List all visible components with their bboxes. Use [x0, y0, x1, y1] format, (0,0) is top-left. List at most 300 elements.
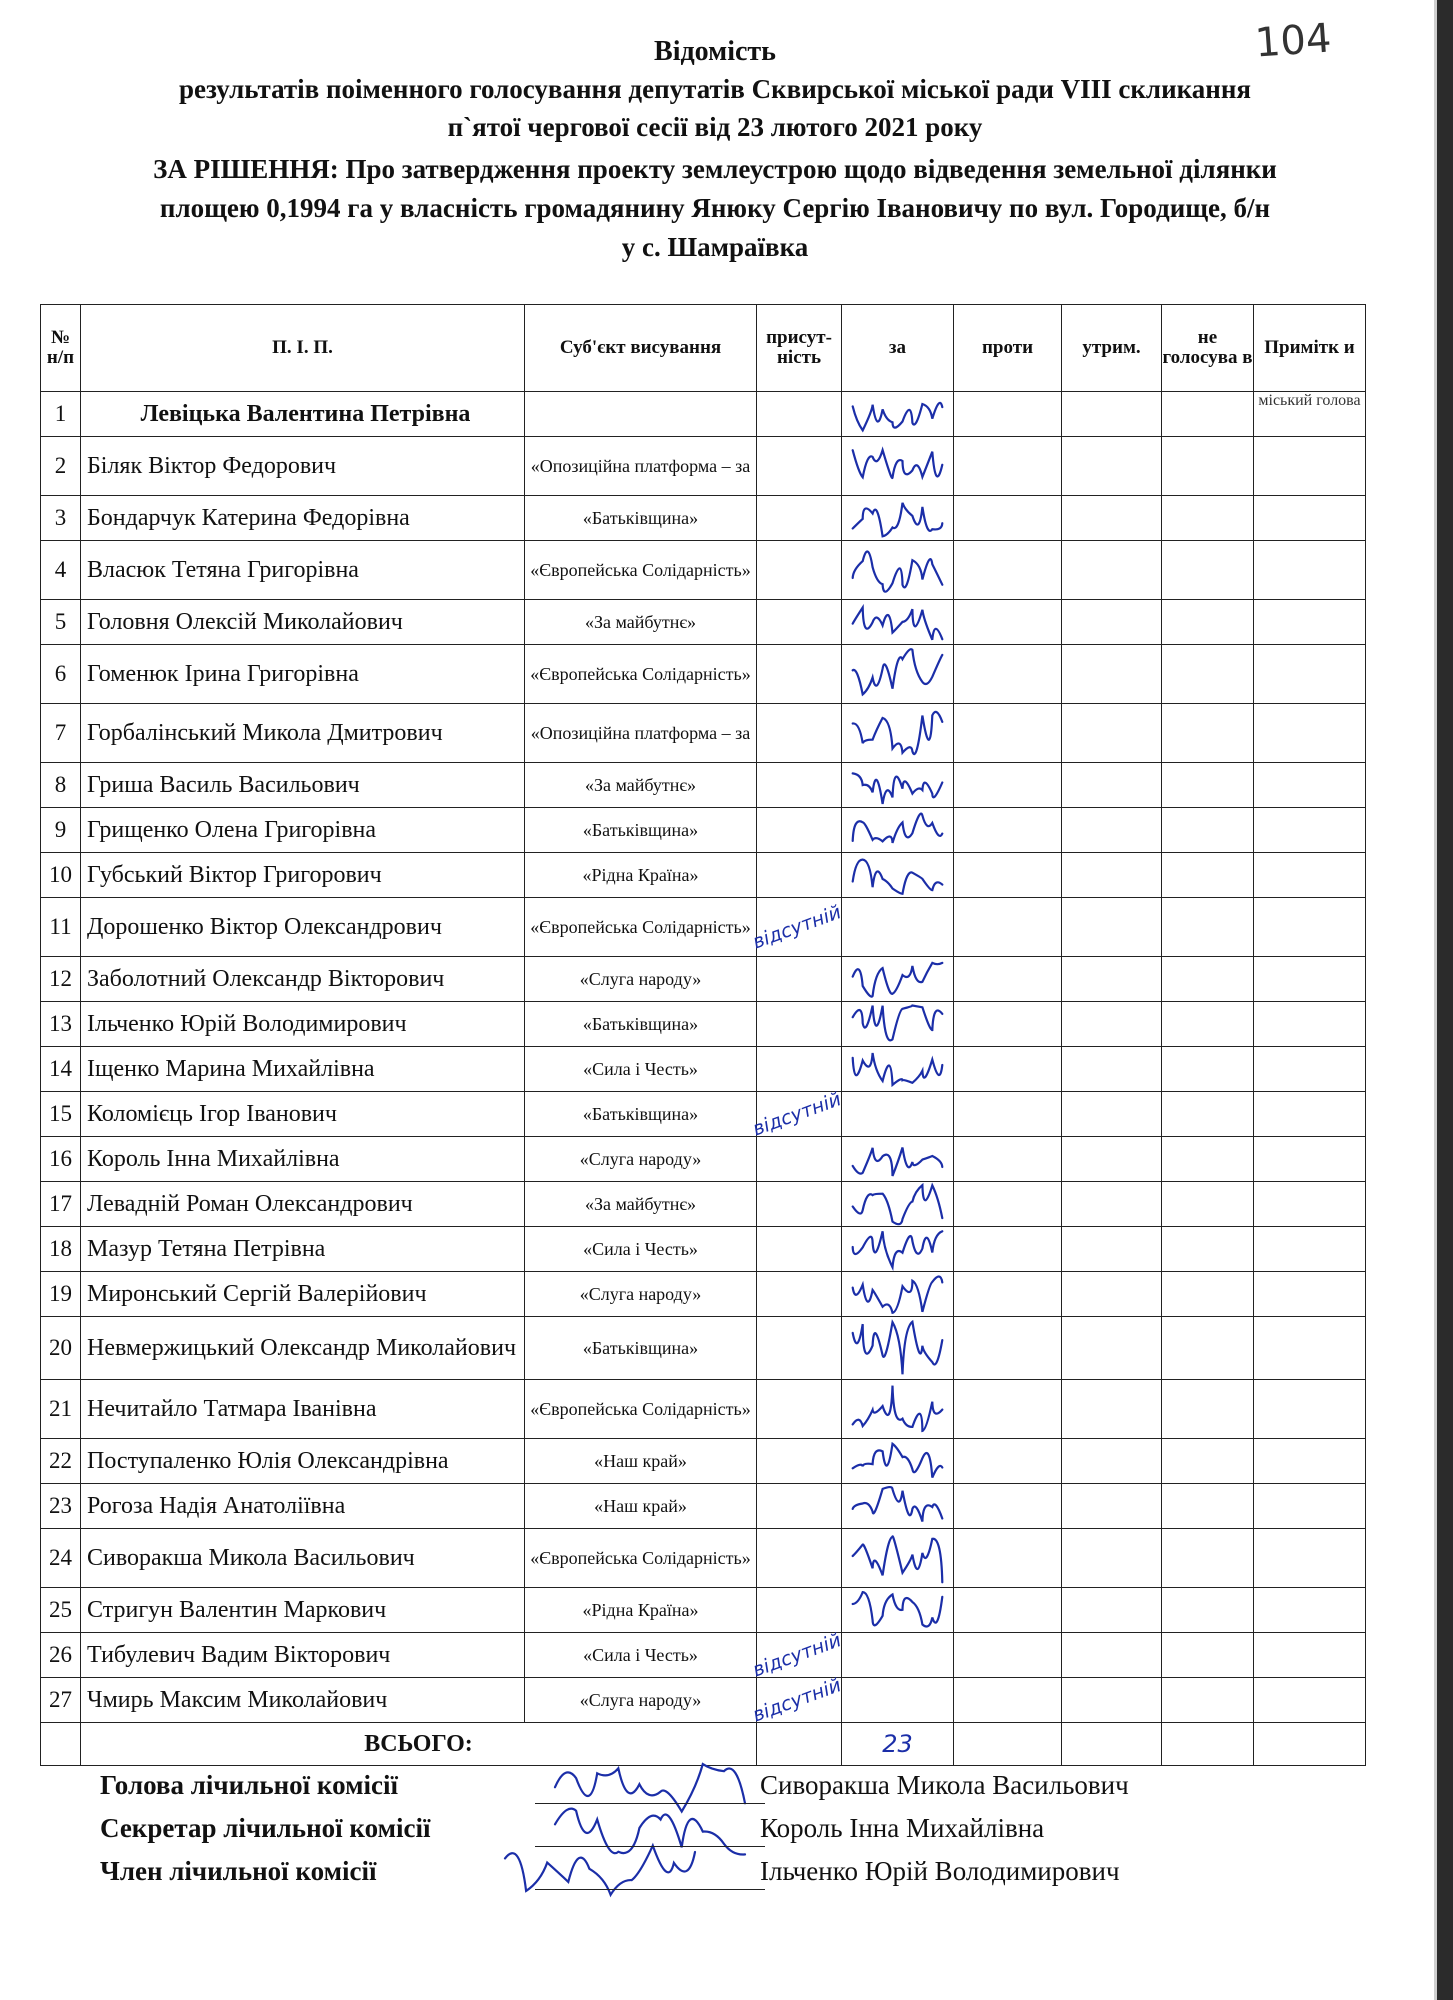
row-party	[525, 392, 757, 437]
row-note	[1254, 437, 1366, 496]
commission-signature	[555, 1764, 745, 1811]
row-against	[954, 1272, 1062, 1317]
table-row	[41, 541, 1366, 600]
row-against	[954, 957, 1062, 1002]
row-not-voted	[1162, 392, 1254, 437]
col-name: П. І. П.	[81, 305, 525, 392]
row-abstain	[1062, 1380, 1162, 1439]
secretary-signature-line	[535, 1846, 765, 1847]
row-present	[757, 1227, 842, 1272]
row-party: «Батьківщина»	[525, 1092, 757, 1137]
col-not-voted: не голосува в	[1162, 305, 1254, 392]
table-row	[41, 1380, 1366, 1439]
table-row	[41, 1678, 1366, 1723]
row-for	[842, 1182, 954, 1227]
row-against	[954, 898, 1062, 957]
row-present	[757, 898, 842, 957]
row-abstain	[1062, 1092, 1162, 1137]
table-row	[41, 1588, 1366, 1633]
row-against	[954, 853, 1062, 898]
row-for	[842, 1484, 954, 1529]
chair-signature-line	[535, 1803, 765, 1804]
row-note	[1254, 1272, 1366, 1317]
row-not-voted	[1162, 763, 1254, 808]
row-against	[954, 496, 1062, 541]
scan-edge-shadow	[1434, 0, 1437, 2000]
row-num: 2	[41, 437, 81, 496]
row-not-voted	[1162, 957, 1254, 1002]
row-against	[954, 437, 1062, 496]
row-name: Миронський Сергій Валерійович	[81, 1272, 525, 1317]
row-abstain	[1062, 1182, 1162, 1227]
row-name: Дорошенко Віктор Олександрович	[81, 898, 525, 957]
row-name: Коломієць Ігор Іванович	[81, 1092, 525, 1137]
row-num: 16	[41, 1137, 81, 1182]
col-for: за	[842, 305, 954, 392]
row-present	[757, 1484, 842, 1529]
member-name: Ільченко Юрій Володимирович	[760, 1856, 1120, 1886]
row-present	[757, 541, 842, 600]
col-note: Примітк и	[1254, 305, 1366, 392]
row-num: 12	[41, 957, 81, 1002]
table-row	[41, 1529, 1366, 1588]
secretary-role: Секретар лічильної комісії	[100, 1813, 431, 1843]
row-note	[1254, 1137, 1366, 1182]
row-name: Невмержицький Олександр Миколайович	[81, 1317, 525, 1380]
chair-role: Голова лічильної комісії	[100, 1770, 398, 1800]
row-party: «Європейська Солідарність»	[525, 1380, 757, 1439]
row-name: Левадній Роман Олександрович	[81, 1182, 525, 1227]
total-spacer	[41, 1723, 81, 1766]
total-present	[757, 1723, 842, 1766]
row-for	[842, 1002, 954, 1047]
row-present	[757, 1439, 842, 1484]
row-num: 13	[41, 1002, 81, 1047]
row-name: Нечитайло Татмара Іванівна	[81, 1380, 525, 1439]
row-present	[757, 392, 842, 437]
total-against	[954, 1723, 1062, 1766]
row-for	[842, 1317, 954, 1380]
row-not-voted	[1162, 1092, 1254, 1137]
row-present	[757, 645, 842, 704]
row-for	[842, 541, 954, 600]
row-note	[1254, 853, 1366, 898]
row-note	[1254, 763, 1366, 808]
row-abstain	[1062, 1529, 1162, 1588]
row-present	[757, 496, 842, 541]
table-row	[41, 496, 1366, 541]
row-note	[1254, 1092, 1366, 1137]
table-row	[41, 957, 1366, 1002]
row-note	[1254, 1678, 1366, 1723]
col-party: Суб'єкт висування	[525, 305, 757, 392]
row-against	[954, 704, 1062, 763]
row-against	[954, 1047, 1062, 1092]
row-party: «Наш край»	[525, 1439, 757, 1484]
row-abstain	[1062, 1633, 1162, 1678]
row-note	[1254, 645, 1366, 704]
row-party: «За майбутнє»	[525, 763, 757, 808]
table-row	[41, 1227, 1366, 1272]
row-num: 3	[41, 496, 81, 541]
row-for	[842, 763, 954, 808]
row-present	[757, 704, 842, 763]
row-against	[954, 1317, 1062, 1380]
row-name: Стригун Валентин Маркович	[81, 1588, 525, 1633]
table-row	[41, 763, 1366, 808]
row-against	[954, 1678, 1062, 1723]
row-party: «Батьківщина»	[525, 1002, 757, 1047]
row-party: «Сила і Честь»	[525, 1633, 757, 1678]
row-name: Рогоза Надія Анатоліївна	[81, 1484, 525, 1529]
table-row	[41, 704, 1366, 763]
row-name: Гриша Василь Васильович	[81, 763, 525, 808]
table-row	[41, 1272, 1366, 1317]
col-abstain: утрим.	[1062, 305, 1162, 392]
row-abstain	[1062, 1272, 1162, 1317]
table-row	[41, 600, 1366, 645]
row-against	[954, 1380, 1062, 1439]
row-party: «Слуга народу»	[525, 1678, 757, 1723]
row-num: 18	[41, 1227, 81, 1272]
row-abstain	[1062, 1002, 1162, 1047]
decision-line-3: у с. Шамраївка	[621, 232, 809, 262]
row-note	[1254, 1182, 1366, 1227]
table-row	[41, 1137, 1366, 1182]
row-note	[1254, 1380, 1366, 1439]
row-not-voted	[1162, 1317, 1254, 1380]
row-present	[757, 1380, 842, 1439]
row-present	[757, 1137, 842, 1182]
member-signature-line	[535, 1889, 765, 1890]
row-against	[954, 1588, 1062, 1633]
row-num: 1	[41, 392, 81, 437]
row-num: 21	[41, 1380, 81, 1439]
row-for	[842, 808, 954, 853]
row-abstain	[1062, 1484, 1162, 1529]
row-present	[757, 600, 842, 645]
row-present	[757, 1002, 842, 1047]
row-num: 20	[41, 1317, 81, 1380]
row-not-voted	[1162, 1380, 1254, 1439]
row-for	[842, 1272, 954, 1317]
row-not-voted	[1162, 1047, 1254, 1092]
row-note	[1254, 1227, 1366, 1272]
row-present	[757, 1272, 842, 1317]
row-for	[842, 1047, 954, 1092]
row-against	[954, 392, 1062, 437]
row-num: 17	[41, 1182, 81, 1227]
row-party: «Європейська Солідарність»	[525, 1529, 757, 1588]
row-num: 5	[41, 600, 81, 645]
row-name: Поступаленко Юлія Олександрівна	[81, 1439, 525, 1484]
table-row	[41, 1002, 1366, 1047]
row-abstain	[1062, 392, 1162, 437]
table-body	[41, 392, 1366, 1723]
table-row	[41, 1047, 1366, 1092]
row-name: Мазур Тетяна Петрівна	[81, 1227, 525, 1272]
row-against	[954, 1633, 1062, 1678]
row-num: 22	[41, 1439, 81, 1484]
total-label: ВСЬОГО:	[81, 1723, 757, 1766]
row-name: Тибулевич Вадим Вікторович	[81, 1633, 525, 1678]
row-num: 14	[41, 1047, 81, 1092]
row-num: 9	[41, 808, 81, 853]
secretary-name: Король Інна Михайлівна	[760, 1813, 1045, 1843]
row-note: міський голова	[1254, 392, 1366, 437]
table-header-row	[41, 305, 1366, 392]
row-party: «Рідна Країна»	[525, 853, 757, 898]
row-num: 26	[41, 1633, 81, 1678]
row-name: Губський Віктор Григорович	[81, 853, 525, 898]
row-not-voted	[1162, 853, 1254, 898]
row-for	[842, 392, 954, 437]
doc-subtitle: результатів поіменного голосування депутатів Сквирської міської ради VIII скликання	[178, 74, 1252, 104]
row-abstain	[1062, 600, 1162, 645]
row-name: Король Інна Михайлівна	[81, 1137, 525, 1182]
row-party: «Європейська Солідарність»	[525, 645, 757, 704]
table-row	[41, 392, 1366, 437]
row-against	[954, 763, 1062, 808]
row-name: Біляк Віктор Федорович	[81, 437, 525, 496]
row-not-voted	[1162, 600, 1254, 645]
row-note	[1254, 808, 1366, 853]
row-note	[1254, 1002, 1366, 1047]
row-note	[1254, 541, 1366, 600]
row-present	[757, 1182, 842, 1227]
row-not-voted	[1162, 1182, 1254, 1227]
row-for	[842, 704, 954, 763]
row-party: «Європейська Солідарність»	[525, 541, 757, 600]
col-present: присут-ність	[757, 305, 842, 392]
row-party: «Опозиційна платформа – за	[525, 704, 757, 763]
row-for	[842, 1227, 954, 1272]
total-note	[1254, 1723, 1366, 1766]
row-for	[842, 1137, 954, 1182]
decision-line-1: ЗА РІШЕННЯ: Про затвердження проекту землеустрою щодо відведення земельної ділянки	[153, 154, 1277, 184]
row-against	[954, 1484, 1062, 1529]
row-present	[757, 1633, 842, 1678]
row-party: «Батьківщина»	[525, 496, 757, 541]
row-for	[842, 853, 954, 898]
row-party: «Сила і Честь»	[525, 1227, 757, 1272]
row-present	[757, 1529, 842, 1588]
row-against	[954, 1092, 1062, 1137]
row-name: Чмирь Максим Миколайович	[81, 1678, 525, 1723]
row-not-voted	[1162, 898, 1254, 957]
row-abstain	[1062, 763, 1162, 808]
row-name: Грищенко Олена Григорівна	[81, 808, 525, 853]
row-note	[1254, 898, 1366, 957]
row-num: 8	[41, 763, 81, 808]
member-role: Член лічильної комісії	[100, 1856, 377, 1886]
row-num: 24	[41, 1529, 81, 1588]
row-note	[1254, 704, 1366, 763]
row-party: «Слуга народу»	[525, 1272, 757, 1317]
row-abstain	[1062, 1227, 1162, 1272]
row-num: 7	[41, 704, 81, 763]
row-not-voted	[1162, 808, 1254, 853]
row-for	[842, 1380, 954, 1439]
row-against	[954, 1529, 1062, 1588]
row-name: Бондарчук Катерина Федорівна	[81, 496, 525, 541]
row-against	[954, 600, 1062, 645]
row-party: «Батьківщина»	[525, 1317, 757, 1380]
row-abstain	[1062, 1317, 1162, 1380]
chair-name: Сиворакша Микола Васильович	[760, 1770, 1129, 1800]
row-name: Ільченко Юрій Володимирович	[81, 1002, 525, 1047]
table-row	[41, 1439, 1366, 1484]
row-abstain	[1062, 1047, 1162, 1092]
absent-mark: відсутній	[749, 1629, 845, 1682]
row-present	[757, 1678, 842, 1723]
absent-mark: відсутній	[749, 1674, 845, 1727]
row-not-voted	[1162, 645, 1254, 704]
row-not-voted	[1162, 1002, 1254, 1047]
row-abstain	[1062, 496, 1162, 541]
row-abstain	[1062, 645, 1162, 704]
row-party: «За майбутнє»	[525, 1182, 757, 1227]
row-present	[757, 957, 842, 1002]
row-against	[954, 645, 1062, 704]
row-note	[1254, 957, 1366, 1002]
row-note	[1254, 1484, 1366, 1529]
row-abstain	[1062, 541, 1162, 600]
col-against: проти	[954, 305, 1062, 392]
table-row	[41, 1633, 1366, 1678]
session-line: п`ятої чергової сесії від 23 лютого 2021 року	[447, 112, 983, 142]
row-note	[1254, 1317, 1366, 1380]
row-for	[842, 1529, 954, 1588]
row-not-voted	[1162, 496, 1254, 541]
table-row	[41, 1092, 1366, 1137]
table-row	[41, 645, 1366, 704]
total-not-voted	[1162, 1723, 1254, 1766]
table-row	[41, 898, 1366, 957]
row-against	[954, 1137, 1062, 1182]
row-abstain	[1062, 808, 1162, 853]
row-against	[954, 1227, 1062, 1272]
row-for	[842, 645, 954, 704]
votes-table	[40, 304, 1366, 1766]
total-abstain	[1062, 1723, 1162, 1766]
row-not-voted	[1162, 541, 1254, 600]
row-present	[757, 763, 842, 808]
row-name: Горбалінський Микола Дмитрович	[81, 704, 525, 763]
row-abstain	[1062, 853, 1162, 898]
decision-line-2: площею 0,1994 га у власність громадянину Янюку Сергію Івановичу по вул. Городище, б/н	[159, 193, 1271, 223]
row-num: 11	[41, 898, 81, 957]
row-against	[954, 541, 1062, 600]
row-name: Головня Олексій Миколайович	[81, 600, 525, 645]
row-name: Левіцька Валентина Петрівна	[81, 392, 525, 437]
page-number: 104	[1253, 15, 1333, 67]
row-for	[842, 957, 954, 1002]
row-num: 4	[41, 541, 81, 600]
row-present	[757, 437, 842, 496]
row-not-voted	[1162, 1137, 1254, 1182]
row-abstain	[1062, 1439, 1162, 1484]
row-against	[954, 1002, 1062, 1047]
row-for	[842, 600, 954, 645]
row-note	[1254, 1633, 1366, 1678]
row-present	[757, 853, 842, 898]
table-row	[41, 1484, 1366, 1529]
row-not-voted	[1162, 1678, 1254, 1723]
row-not-voted	[1162, 437, 1254, 496]
row-against	[954, 808, 1062, 853]
row-not-voted	[1162, 1588, 1254, 1633]
row-abstain	[1062, 957, 1162, 1002]
row-for	[842, 1588, 954, 1633]
row-num: 15	[41, 1092, 81, 1137]
row-note	[1254, 1439, 1366, 1484]
row-name: Гоменюк Ірина Григорівна	[81, 645, 525, 704]
absent-mark: відсутній	[749, 901, 845, 954]
row-for	[842, 898, 954, 957]
row-note	[1254, 1588, 1366, 1633]
commission-signature	[555, 1809, 745, 1855]
row-party: «Слуга народу»	[525, 1137, 757, 1182]
row-abstain	[1062, 1588, 1162, 1633]
row-num: 25	[41, 1588, 81, 1633]
scan-edge	[1437, 0, 1453, 2000]
table-row	[41, 853, 1366, 898]
table-row	[41, 1182, 1366, 1227]
absent-mark: відсутній	[749, 1088, 845, 1141]
row-present	[757, 808, 842, 853]
row-not-voted	[1162, 1484, 1254, 1529]
col-num: № н/п	[41, 305, 81, 392]
table-row	[41, 808, 1366, 853]
total-for-value: 23	[842, 1723, 954, 1766]
row-for	[842, 1678, 954, 1723]
row-abstain	[1062, 898, 1162, 957]
row-num: 6	[41, 645, 81, 704]
row-party: «Слуга народу»	[525, 957, 757, 1002]
row-present	[757, 1047, 842, 1092]
row-name: Заболотний Олександр Вікторович	[81, 957, 525, 1002]
row-for	[842, 1439, 954, 1484]
row-abstain	[1062, 1678, 1162, 1723]
row-party: «Наш край»	[525, 1484, 757, 1529]
row-for	[842, 437, 954, 496]
row-not-voted	[1162, 1529, 1254, 1588]
row-abstain	[1062, 1137, 1162, 1182]
row-against	[954, 1439, 1062, 1484]
row-name: Власюк Тетяна Григорівна	[81, 541, 525, 600]
row-num: 23	[41, 1484, 81, 1529]
row-party: «Європейська Солідарність»	[525, 898, 757, 957]
row-abstain	[1062, 437, 1162, 496]
row-party: «За майбутнє»	[525, 600, 757, 645]
row-not-voted	[1162, 1633, 1254, 1678]
row-note	[1254, 1047, 1366, 1092]
row-party: «Опозиційна платформа – за	[525, 437, 757, 496]
row-num: 10	[41, 853, 81, 898]
row-present	[757, 1588, 842, 1633]
table-row	[41, 1317, 1366, 1380]
row-num: 19	[41, 1272, 81, 1317]
row-for	[842, 496, 954, 541]
commission-signature	[505, 1846, 695, 1895]
row-party: «Батьківщина»	[525, 808, 757, 853]
row-party: «Сила і Честь»	[525, 1047, 757, 1092]
row-note	[1254, 600, 1366, 645]
row-not-voted	[1162, 1439, 1254, 1484]
doc-title: Відомість	[654, 36, 776, 67]
row-for	[842, 1092, 954, 1137]
